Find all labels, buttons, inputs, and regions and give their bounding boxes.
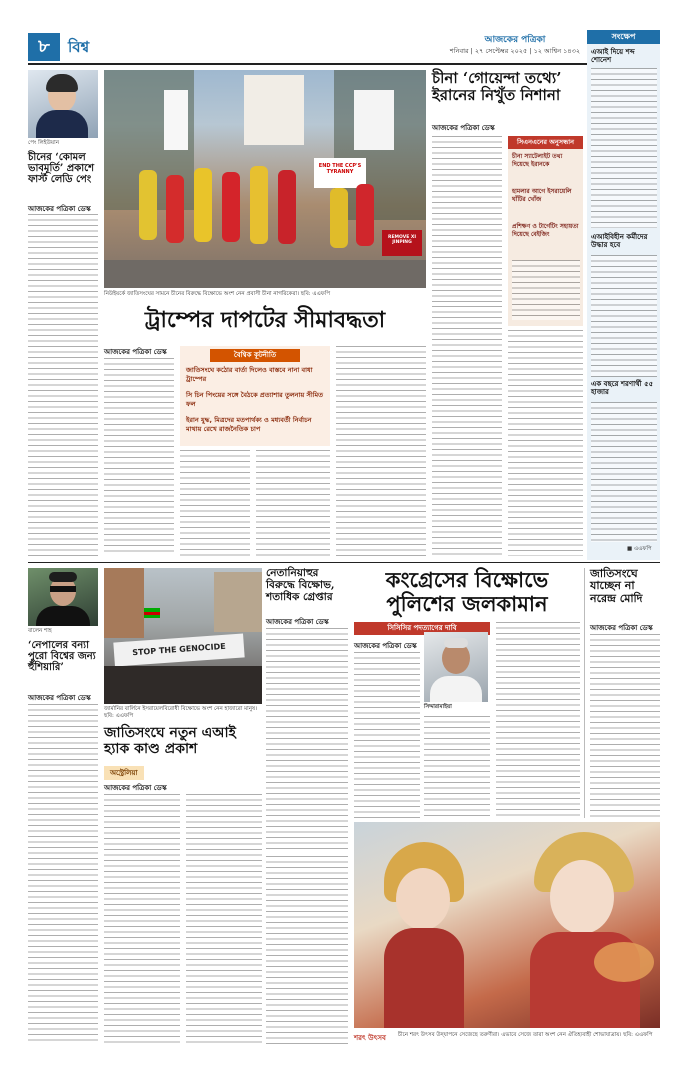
congress-box-title: সিসিসির পদত্যাগের দাবি	[354, 622, 490, 635]
nepal-caption: বালেন শাহ	[28, 628, 52, 634]
china-iran-body-left	[432, 136, 502, 302]
un-headline: জাতিসংঘে যাচ্ছেন না নরেন্দ্র মোদি	[590, 567, 643, 605]
masthead	[28, 30, 660, 64]
peng-headline: চীনের ‘কোমল ভাবমূর্তি’ প্রকাশে ফার্স্ট লেডি পেং	[28, 152, 95, 186]
congress-byline: আজকের পত্রিকা ডেস্ক	[354, 642, 417, 650]
netanyahu-headline: নেতানিয়াহুর বিরুদ্ধে বিক্ষোভ, শতাধিক গ্রেপ্তার	[266, 567, 335, 603]
berlin-banner: STOP THE GENOCIDE	[113, 633, 244, 666]
trump-box-point2: সি চিন পিংয়ের সঙ্গে বৈঠকে প্রত্যাশার তুলনায় সীমিত ফল	[186, 391, 324, 408]
berlin-photo	[104, 568, 262, 704]
ai-byline: আজকের পত্রিকা ডেস্ক	[104, 784, 167, 792]
nepal-headline: ‘নেপালের বন্যা পুরো বিশ্বের জন্য হুঁশিয়ারি’	[28, 640, 96, 674]
netanyahu-byline: আজকের পত্রিকা ডেস্ক	[266, 618, 329, 626]
china-iran-box-point1: চীনা স্যাটেলাইট তথ্য দিয়েছে ইরানকে	[512, 153, 563, 169]
china-iran-headline: চীনা ‘গোয়েন্দা তথ্যে’ ইরানের নিখুঁত নিশানা	[432, 69, 562, 104]
trump-box-title: বৈশ্বিক কূটনীতি	[210, 349, 300, 362]
congress-body-col2	[424, 716, 490, 818]
ai-tag: অস্ট্রেলিয়া	[104, 766, 144, 780]
congress-portrait	[424, 632, 488, 702]
congress-portrait-caption: সিদ্দারামাইয়া	[424, 704, 452, 710]
protest-photo	[104, 70, 426, 288]
sidebar-item1-text	[591, 68, 657, 228]
masthead-rule	[28, 63, 660, 65]
ai-body-col3	[266, 856, 348, 1044]
festival-photo	[354, 822, 660, 1028]
protest-banner1: END THE CCP'S TYRANNY	[314, 158, 366, 188]
trump-body-col1	[104, 358, 174, 556]
peng-byline: আজকের পত্রিকা ডেস্ক	[28, 205, 91, 213]
congress-headline: কংগ্রেসের বিক্ষোভে পুলিশের জলকামান	[385, 567, 549, 616]
ai-body-col1	[104, 794, 180, 1044]
protest-banner2: REMOVE XI JINPING	[382, 230, 422, 256]
sidebar-item3-title: এক বছরে শরণার্থী ৫৫ হাজার	[591, 379, 654, 396]
protest-caption: নিউইয়র্কে জাতিসংঘের সামনে চীনের বিরুদ্ধে বিক্ষোভে অংশ নেন প্রবাসী চীনা নাগরিকেরা। ছবি: এএফপি	[104, 291, 331, 297]
ai-body-col2	[186, 794, 262, 1044]
sidebar-item2-title: এআইবিহীন কর্মীদের উদ্ধার হবে	[591, 232, 648, 249]
peng-body	[28, 214, 98, 556]
sidebar	[587, 30, 660, 560]
trump-box-point1: জাতিসংঘে কঠোর বার্তা দিলেও বাস্তবে নানা বাধা ট্রাম্পের	[186, 366, 313, 383]
china-iran-byline: আজকের পত্রিকা ডেস্ক	[432, 124, 495, 132]
china-iran-box-title: সিএনএনের অনুসন্ধান	[508, 136, 583, 149]
festival-caption: চীনে শরৎ উৎসব উদ্‌যাপনে সেজেছে তরুণীরা। এভাবে সেজে তারা অংশ নেন ঐতিহ্যবাহী শোভাযাত্রায়। ছবি: এএফপি	[398, 1032, 653, 1038]
page-number: ৮	[28, 33, 60, 61]
congress-body-col1	[354, 652, 420, 818]
trump-headline: ট্রাম্পের দাপটের সীমাবদ্ধতা	[144, 307, 386, 333]
un-byline: আজকের পত্রিকা ডেস্ক	[590, 624, 653, 632]
china-iran-box	[508, 136, 583, 326]
sidebar-item1-title: এআই দিয়ে শব্দ শোনেশ	[591, 47, 635, 64]
section-divider	[28, 562, 660, 563]
peng-caption: পেং লিইউয়ান	[28, 140, 60, 146]
nepal-portrait	[28, 568, 98, 626]
trump-byline: আজকের পত্রিকা ডেস্ক	[104, 348, 167, 356]
ai-headline: জাতিসংঘে নতুন এআই হ্যাক কাণ্ড প্রকাশ	[104, 725, 236, 757]
section-name: বিশ্ব	[68, 38, 90, 56]
sidebar-item3-text	[591, 402, 657, 542]
trump-box	[180, 346, 330, 446]
sidebar-header: সংক্ষেপ	[587, 30, 660, 44]
trump-body-col2	[180, 450, 250, 556]
festival-caption-label: শরৎ উৎসব	[354, 1034, 386, 1042]
berlin-caption: জার্মানির বার্লিনে ইসরায়েলবিরোধী বিক্ষোভে অংশ নেন হাজারো মানুষ। ছবি: এএফপি	[104, 706, 258, 720]
date-line: শনিবার | ২৭ সেপ্টেম্বর ২০২৫ | ১২ আশ্বিন ১৪৩২	[449, 47, 581, 55]
nepal-body	[28, 704, 98, 1044]
china-iran-box-point2: হামলার আগে ইসরায়েলি ঘাঁটির খোঁজ	[512, 188, 572, 204]
congress-body-col3	[496, 622, 580, 818]
trump-body-col4	[336, 346, 426, 556]
peng-portrait	[28, 70, 98, 138]
nepal-byline: আজকের পত্রিকা ডেস্ক	[28, 694, 91, 702]
un-body	[590, 634, 660, 818]
trump-box-point3: ইরান যুদ্ধ, মিত্রদের মতপার্থক্য ও মধ্যবর্তী নির্বাচন মাথায় রেখে রাজনৈতিক চাপ	[186, 416, 312, 433]
china-iran-body-bottom	[432, 306, 502, 556]
sidebar-sign: ■ এএফপি	[627, 546, 652, 552]
china-iran-body-bottom2	[508, 330, 583, 556]
china-iran-box-point3: প্রশিক্ষণ ও টার্গেটিং সহায়তা দিয়েছে বেইজিং	[512, 223, 579, 239]
trump-body-col3	[256, 450, 330, 556]
netanyahu-body	[266, 628, 348, 850]
paper-name: আজকের পত্রিকা	[484, 35, 546, 45]
sidebar-item2-text	[591, 255, 657, 377]
